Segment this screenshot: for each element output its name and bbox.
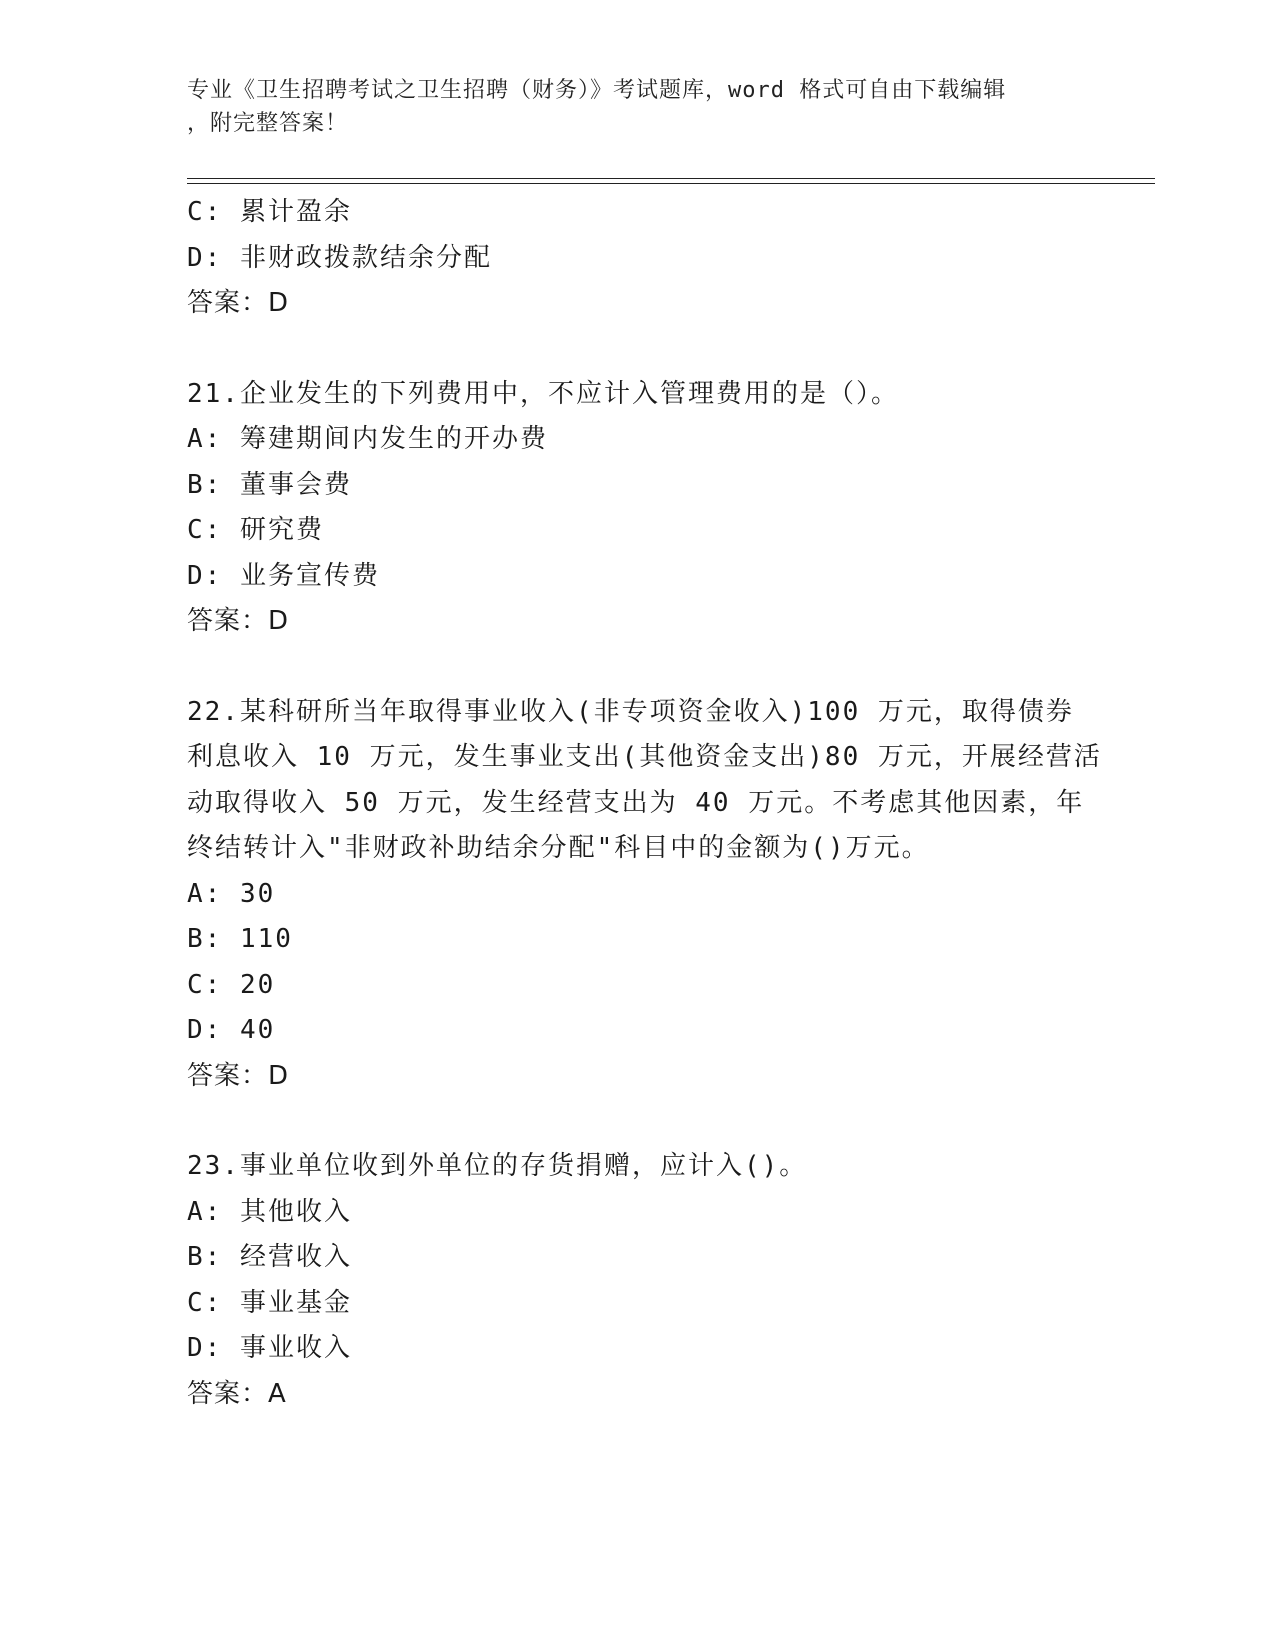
document-header — [187, 74, 1087, 140]
option-b: B: 董事会费 — [187, 469, 352, 500]
spacer — [187, 1099, 1087, 1144]
option-c: C: 20 — [187, 969, 276, 1000]
question-20-tail — [187, 190, 1087, 327]
question-stem-line-3: 动取得收入 50 万元，发生经营支出为 40 万元。不考虑其他因素，年 — [187, 787, 1085, 818]
question-content — [187, 190, 1102, 1417]
option-d: D: 业务宣传费 — [187, 560, 380, 591]
question-stem-line-2: 利息收入 10 万元，发生事业支出(其他资金支出)80 万元，开展经营活 — [187, 742, 1102, 772]
option-c: C: 事业基金 — [187, 1287, 352, 1318]
option-b: B: 110 — [187, 924, 293, 954]
option-b: B: 经营收入 — [187, 1242, 352, 1272]
question-22 — [187, 690, 1102, 1100]
header-divider-top — [187, 178, 1155, 179]
option-a: A: 其他收入 — [187, 1196, 352, 1227]
answer: 答案：D — [187, 288, 290, 318]
question-stem: 21.企业发生的下列费用中，不应计入管理费用的是（）。 — [187, 378, 899, 409]
question-stem: 23.事业单位收到外单位的存货捐赠，应计入()。 — [187, 1151, 808, 1181]
option-c: C: 累计盈余 — [187, 197, 352, 227]
option-c: C: 研究费 — [187, 515, 324, 545]
option-d: D: 事业收入 — [187, 1333, 352, 1363]
option-a: A: 30 — [187, 878, 276, 909]
question-stem-line-1: 22.某科研所当年取得事业收入(非专项资金收入)100 万元，取得债券 — [187, 696, 1074, 727]
answer: 答案：D — [187, 1060, 290, 1091]
spacer — [187, 327, 1087, 372]
spacer — [187, 645, 1087, 690]
header-line-2: ，附完整答案！ — [187, 111, 349, 136]
answer: 答案：A — [187, 1378, 287, 1409]
option-d: D: 非财政拨款结余分配 — [187, 242, 492, 273]
option-d: D: 40 — [187, 1015, 276, 1045]
header-line-1: 专业《卫生招聘考试之卫生招聘（财务）》考试题库，word 格式可自由下载编辑 — [187, 78, 1007, 103]
question-21 — [187, 372, 1087, 645]
header-divider-bottom — [187, 183, 1155, 184]
option-a: A: 筹建期间内发生的开办费 — [187, 424, 548, 454]
answer: 答案：D — [187, 606, 290, 636]
question-23 — [187, 1144, 1087, 1417]
question-stem-line-4: 终结转计入"非财政补助结余分配"科目中的金额为()万元。 — [187, 833, 930, 863]
